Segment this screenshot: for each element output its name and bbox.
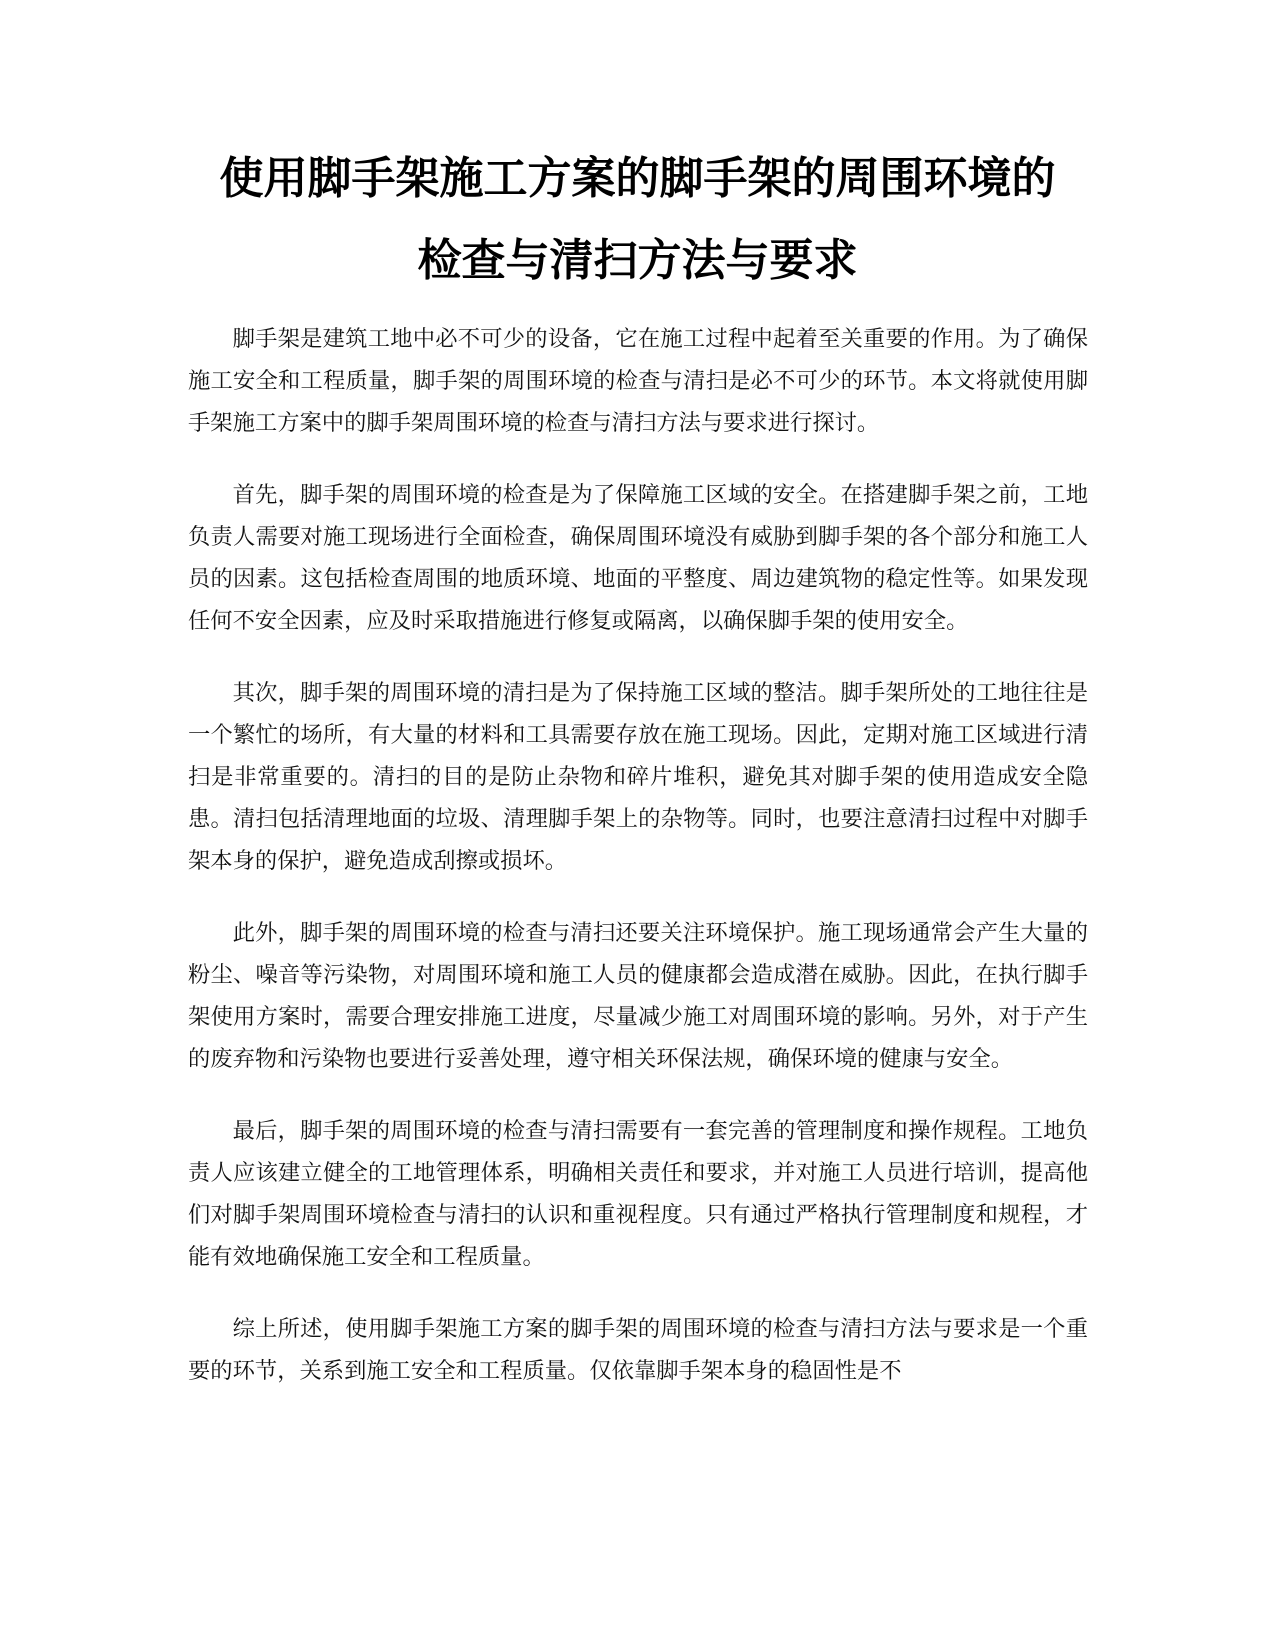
paragraph-conclusion: 综上所述，使用脚手架施工方案的脚手架的周围环境的检查与清扫方法与要求是一个重要的环节，关系到施工安全和工程质量。仅依靠脚手架本身的稳固性是不 [188, 1316, 1088, 1384]
document-title-line-2: 检查与清扫方法与要求 [417, 235, 858, 286]
paragraph-inspection: 首先，脚手架的周围环境的检查是为了保障施工区域的安全。在搭建脚手架之前，工地负责人需要对施工现场进行全面检查，确保周围环境没有威胁到脚手架的各个部分和施工人员的因素。这包括检查周围的地质环境、地面的平整度、周边建筑物的稳定性等。如果发现任何不安全因素，应及时采取措施进行修复或隔离，以确保脚手架的使用安全。 [188, 482, 1088, 634]
paragraph-cleaning: 其次，脚手架的周围环境的清扫是为了保持施工区域的整洁。脚手架所处的工地往往是一个繁忙的场所，有大量的材料和工具需要存放在施工现场。因此，定期对施工区域进行清扫是非常重要的。清扫的目的是防止杂物和碎片堆积，避免其对脚手架的使用造成安全隐患。清扫包括清理地面的垃圾、清理脚手架上的杂物等。同时，也要注意清扫过程中对脚手架本身的保护，避免造成刮擦或损坏。 [188, 680, 1088, 874]
paragraph-environment: 此外，脚手架的周围环境的检查与清扫还要关注环境保护。施工现场通常会产生大量的粉尘、噪音等污染物，对周围环境和施工人员的健康都会造成潜在威胁。因此，在执行脚手架使用方案时，需要合理安排施工进度，尽量减少施工对周围环境的影响。另外，对于产生的废弃物和污染物也要进行妥善处理，遵守相关环保法规，确保环境的健康与安全。 [188, 920, 1088, 1072]
document-title-line-1: 使用脚手架施工方案的脚手架的周围环境的 [219, 153, 1056, 204]
paragraph-intro: 脚手架是建筑工地中必不可少的设备，它在施工过程中起着至关重要的作用。为了确保施工安全和工程质量，脚手架的周围环境的检查与清扫是必不可少的环节。本文将就使用脚手架施工方案中的脚手架周围环境的检查与清扫方法与要求进行探讨。 [188, 326, 1088, 436]
document-body [188, 318, 1088, 1422]
paragraph-management: 最后，脚手架的周围环境的检查与清扫需要有一套完善的管理制度和操作规程。工地负责人应该建立健全的工地管理体系，明确相关责任和要求，并对施工人员进行培训，提高他们对脚手架周围环境检查与清扫的认识和重视程度。只有通过严格执行管理制度和规程，才能有效地确保施工安全和工程质量。 [188, 1118, 1088, 1270]
